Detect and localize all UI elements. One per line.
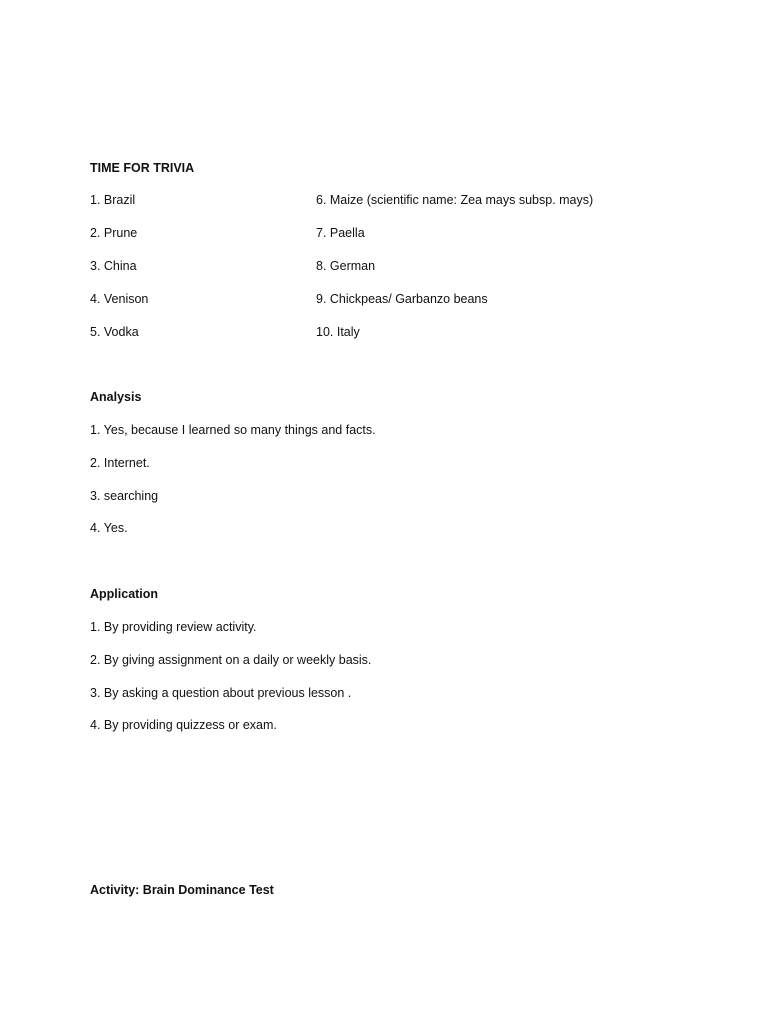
- application-item-4: 4. By providing quizzess or exam.: [90, 718, 277, 732]
- trivia-answer-6: 6. Maize (scientific name: Zea mays subsp. mays): [316, 193, 594, 207]
- trivia-answer-4: 4. Venison: [90, 292, 149, 306]
- application-item-2: 2. By giving assignment on a daily or weekly basis.: [90, 653, 372, 667]
- trivia-answer-3: 3. China: [90, 259, 137, 273]
- analysis-item-3: 3. searching: [90, 489, 159, 503]
- trivia-answer-8: 8. German: [316, 259, 376, 273]
- application-item-3: 3. By asking a question about previous lesson .: [90, 686, 352, 700]
- analysis-item-4: 4. Yes.: [90, 521, 128, 535]
- trivia-heading: TIME FOR TRIVIA: [90, 161, 195, 175]
- activity-heading: Activity: Brain Dominance Test: [90, 883, 274, 897]
- trivia-answer-1: 1. Brazil: [90, 193, 136, 207]
- analysis-heading: Analysis: [90, 390, 142, 404]
- application-heading: Application: [90, 587, 159, 601]
- analysis-item-2: 2. Internet.: [90, 456, 150, 470]
- trivia-answer-10: 10. Italy: [316, 325, 360, 339]
- trivia-answer-2: 2. Prune: [90, 226, 138, 240]
- trivia-answer-5: 5. Vodka: [90, 325, 139, 339]
- application-item-1: 1. By providing review activity.: [90, 620, 257, 634]
- trivia-answer-9: 9. Chickpeas/ Garbanzo beans: [316, 292, 488, 306]
- trivia-answer-7: 7. Paella: [316, 226, 365, 240]
- analysis-item-1: 1. Yes, because I learned so many things and facts.: [90, 423, 376, 437]
